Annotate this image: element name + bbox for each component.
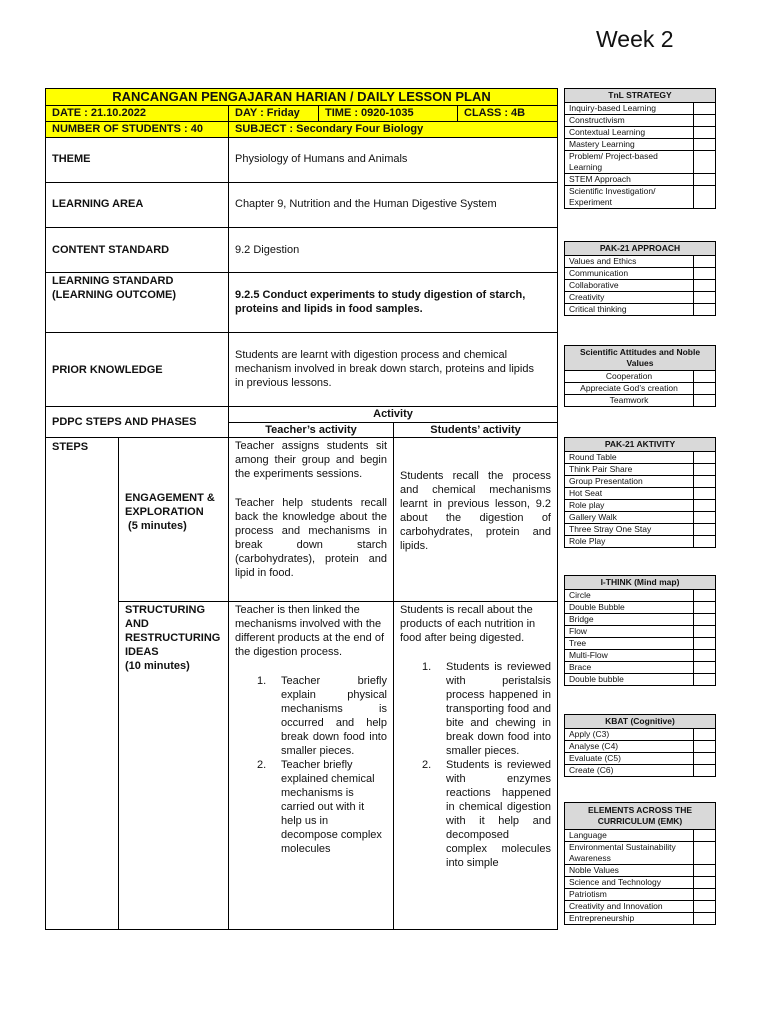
list-item: Double Bubble bbox=[565, 602, 715, 614]
checkbox[interactable] bbox=[694, 174, 715, 185]
prior-knowledge-value: Students are learnt with digestion process and chemical mechanism involved in break down starch, proteins and lipids in previous lessons. bbox=[235, 349, 534, 389]
checkbox[interactable] bbox=[694, 488, 715, 499]
list-item: Tree bbox=[565, 638, 715, 650]
list-item: Analyse (C4) bbox=[565, 741, 715, 753]
checkbox[interactable] bbox=[694, 476, 715, 487]
checkbox[interactable] bbox=[694, 602, 715, 613]
list-item: Critical thinking bbox=[565, 304, 715, 315]
list-item: Appreciate God’s creation bbox=[565, 383, 715, 395]
list-item: Group Presentation bbox=[565, 476, 715, 488]
activity-header: Activity bbox=[373, 408, 413, 420]
list-item: Cooperation bbox=[565, 371, 715, 383]
pdpc-label: PDPC STEPS AND PHASES bbox=[52, 416, 197, 428]
list-item: Values and Ethics bbox=[565, 256, 715, 268]
checkbox[interactable] bbox=[694, 842, 715, 864]
checkbox[interactable] bbox=[694, 674, 715, 685]
steps-label: STEPS bbox=[52, 441, 89, 453]
pak21-activity-panel: PAK-21 AKTIVITY Round Table Think Pair Share Group Presentation Hot Seat Role play Gallery Walk Three Stray One Stay Role Play bbox=[564, 437, 716, 548]
list-item: Gallery Walk bbox=[565, 512, 715, 524]
checkbox[interactable] bbox=[694, 464, 715, 475]
theme-label: THEME bbox=[52, 153, 91, 165]
content-standard-value: 9.2 Digestion bbox=[235, 244, 300, 256]
list-item: Circle bbox=[565, 590, 715, 602]
checkbox[interactable] bbox=[694, 395, 715, 406]
list-item: Role play bbox=[565, 500, 715, 512]
prior-knowledge-label: PRIOR KNOWLEDGE bbox=[52, 364, 163, 376]
checkbox[interactable] bbox=[694, 256, 715, 267]
checkbox[interactable] bbox=[694, 877, 715, 888]
list-item: Inquiry-based Learning bbox=[565, 103, 715, 115]
phase-structuring-student: Students is recall about the products of each nutrition in food after being digested. 1. Students is reviewed with peristalsis process happened in transporting food and bite and chewing in break down food into smaller pieces. 2. Students is reviewed with enzymes reactions happened in chemical digestion with it help and decomposed complex molecules into simple bbox=[400, 604, 551, 869]
checkbox[interactable] bbox=[694, 901, 715, 912]
subject-cell: SUBJECT : Secondary Four Biology bbox=[229, 122, 557, 137]
checkbox[interactable] bbox=[694, 371, 715, 382]
checkbox[interactable] bbox=[694, 512, 715, 523]
list-item: Noble Values bbox=[565, 865, 715, 877]
list-item: STEM Approach bbox=[565, 174, 715, 186]
checkbox[interactable] bbox=[694, 590, 715, 601]
week-label: Week 2 bbox=[596, 26, 674, 52]
list-item: Teamwork bbox=[565, 395, 715, 406]
phase-engagement-name: ENGAGEMENT & EXPLORATION (5 minutes) bbox=[125, 492, 215, 532]
class-cell: CLASS : 4B bbox=[458, 106, 557, 121]
list-item: Flow bbox=[565, 626, 715, 638]
checkbox[interactable] bbox=[694, 268, 715, 279]
learning-area-label: LEARNING AREA bbox=[52, 198, 144, 210]
content-standard-label: CONTENT STANDARD bbox=[52, 244, 170, 256]
tnl-strategy-panel: TnL STRATEGY Inquiry-based Learning Constructivism Contextual Learning Mastery Learning Problem/ Project-based Learning STEM Approach Scientific Investigation/ Experiment bbox=[564, 88, 716, 209]
checkbox[interactable] bbox=[694, 650, 715, 661]
checkbox[interactable] bbox=[694, 280, 715, 291]
list-item: Problem/ Project-based Learning bbox=[565, 151, 715, 174]
checkbox[interactable] bbox=[694, 151, 715, 173]
checkbox[interactable] bbox=[694, 304, 715, 315]
list-item: Science and Technology bbox=[565, 877, 715, 889]
emk-panel: ELEMENTS ACROSS THE CURRICULUM (EMK) Language Environmental Sustainability Awareness Noble Values Science and Technology Patriotism Creativity and Innovation Entrepreneurship bbox=[564, 802, 716, 925]
phase-structuring-name: STRUCTURING AND RESTRUCTURING IDEAS (10 minutes) bbox=[125, 604, 221, 672]
checkbox[interactable] bbox=[694, 452, 715, 463]
list-item: Communication bbox=[565, 268, 715, 280]
students-count-cell: NUMBER OF STUDENTS : 40 bbox=[46, 122, 228, 137]
phase-structuring-teacher: Teacher is then linked the mechanisms involved with the different products at the end of the digestion process. 1. Teacher briefly explain physical mechanisms is occurred and help break down food into smaller pieces. 2. Teacher briefly explained chemical mechanisms is carried out with it help us in decompose complex molecules bbox=[235, 604, 387, 855]
list-item: Entrepreneurship bbox=[565, 913, 715, 924]
checkbox[interactable] bbox=[694, 913, 715, 924]
list-item: Round Table bbox=[565, 452, 715, 464]
list-item: Apply (C3) bbox=[565, 729, 715, 741]
list-item: Environmental Sustainability Awareness bbox=[565, 842, 715, 865]
student-activity-header: Students’ activity bbox=[430, 424, 521, 436]
list-item: Collaborative bbox=[565, 280, 715, 292]
checkbox[interactable] bbox=[694, 638, 715, 649]
checkbox[interactable] bbox=[694, 292, 715, 303]
checkbox[interactable] bbox=[694, 127, 715, 138]
learning-area-value: Chapter 9, Nutrition and the Human Digestive System bbox=[235, 198, 497, 210]
learning-standard-label: LEARNING STANDARD (LEARNING OUTCOME) bbox=[52, 275, 177, 301]
plan-title: RANCANGAN PENGAJARAN HARIAN / DAILY LESSON PLAN bbox=[46, 89, 557, 105]
checkbox[interactable] bbox=[694, 741, 715, 752]
list-item: Language bbox=[565, 830, 715, 842]
list-item: Mastery Learning bbox=[565, 139, 715, 151]
list-item: Role Play bbox=[565, 536, 715, 547]
phase-engagement-student: Students recall the process and chemical mechanisms learnt in previous lesson, 9.2 about the digestion of carbohydrates, protein and lipids. bbox=[400, 470, 551, 552]
list-item: Contextual Learning bbox=[565, 127, 715, 139]
list-item: Scientific Investigation/ Experiment bbox=[565, 186, 715, 208]
checkbox[interactable] bbox=[694, 186, 715, 208]
list-item: Brace bbox=[565, 662, 715, 674]
checkbox[interactable] bbox=[694, 524, 715, 535]
list-item: 1. Students is reviewed with peristalsis process happened in transporting food and bite and chewing in break down food into smaller pieces. bbox=[422, 661, 551, 757]
list-item: Bridge bbox=[565, 614, 715, 626]
list-item: Multi-Flow bbox=[565, 650, 715, 662]
checkbox[interactable] bbox=[694, 865, 715, 876]
checkbox[interactable] bbox=[694, 729, 715, 740]
time-cell: TIME : 0920-1035 bbox=[319, 106, 457, 121]
phase-engagement-teacher: Teacher assigns students sit among their group and begin the experiments sessions. Teacher help students recall back the knowledge about the process and mechanisms in break down starch (carbohydrates), protein and lipid in food. bbox=[235, 440, 387, 579]
checkbox[interactable] bbox=[694, 139, 715, 150]
checkbox[interactable] bbox=[694, 103, 715, 114]
learning-standard-value: 9.2.5 Conduct experiments to study digestion of starch, proteins and lipids in food samples. bbox=[235, 289, 526, 315]
checkbox[interactable] bbox=[694, 765, 715, 776]
teacher-activity-header: Teacher’s activity bbox=[265, 424, 357, 436]
list-item: 1. Teacher briefly explain physical mechanisms is occurred and help break down food into smaller pieces. bbox=[257, 675, 387, 757]
day-cell: DAY : Friday bbox=[229, 106, 318, 121]
list-item: 2. Teacher briefly explained chemical mechanisms is carried out with it help us in decompose complex molecules bbox=[257, 759, 382, 855]
list-item: Three Stray One Stay bbox=[565, 524, 715, 536]
list-item: Creativity and Innovation bbox=[565, 901, 715, 913]
kbat-panel: KBAT (Cognitive) Apply (C3) Analyse (C4) Evaluate (C5) Create (C6) bbox=[564, 714, 716, 777]
checkbox[interactable] bbox=[694, 889, 715, 900]
list-item: Patriotism bbox=[565, 889, 715, 901]
checkbox[interactable] bbox=[694, 536, 715, 547]
list-item: Hot Seat bbox=[565, 488, 715, 500]
checkbox[interactable] bbox=[694, 830, 715, 841]
checkbox[interactable] bbox=[694, 383, 715, 394]
checkbox[interactable] bbox=[694, 753, 715, 764]
scientific-attitudes-panel: Scientific Attitudes and Noble Values Cooperation Appreciate God’s creation Teamwork bbox=[564, 345, 716, 407]
list-item: Double bubble bbox=[565, 674, 715, 685]
checkbox[interactable] bbox=[694, 614, 715, 625]
checkbox[interactable] bbox=[694, 115, 715, 126]
list-item: Creativity bbox=[565, 292, 715, 304]
pak21-approach-panel: PAK-21 APPROACH Values and Ethics Communication Collaborative Creativity Critical thinking bbox=[564, 241, 716, 316]
ithink-panel: I-THINK (Mind map) Circle Double Bubble Bridge Flow Tree Multi-Flow Brace Double bubble bbox=[564, 575, 716, 686]
list-item: Evaluate (C5) bbox=[565, 753, 715, 765]
list-item: Think Pair Share bbox=[565, 464, 715, 476]
list-item: Constructivism bbox=[565, 115, 715, 127]
list-item: Create (C6) bbox=[565, 765, 715, 776]
theme-value: Physiology of Humans and Animals bbox=[235, 153, 408, 165]
list-item: 2. Students is reviewed with enzymes reactions happened in chemical digestion with it help and decomposed complex molecules into simple bbox=[422, 759, 551, 869]
date-cell: DATE : 21.10.2022 bbox=[46, 106, 228, 121]
checkbox[interactable] bbox=[694, 500, 715, 511]
checkbox[interactable] bbox=[694, 662, 715, 673]
checkbox[interactable] bbox=[694, 626, 715, 637]
